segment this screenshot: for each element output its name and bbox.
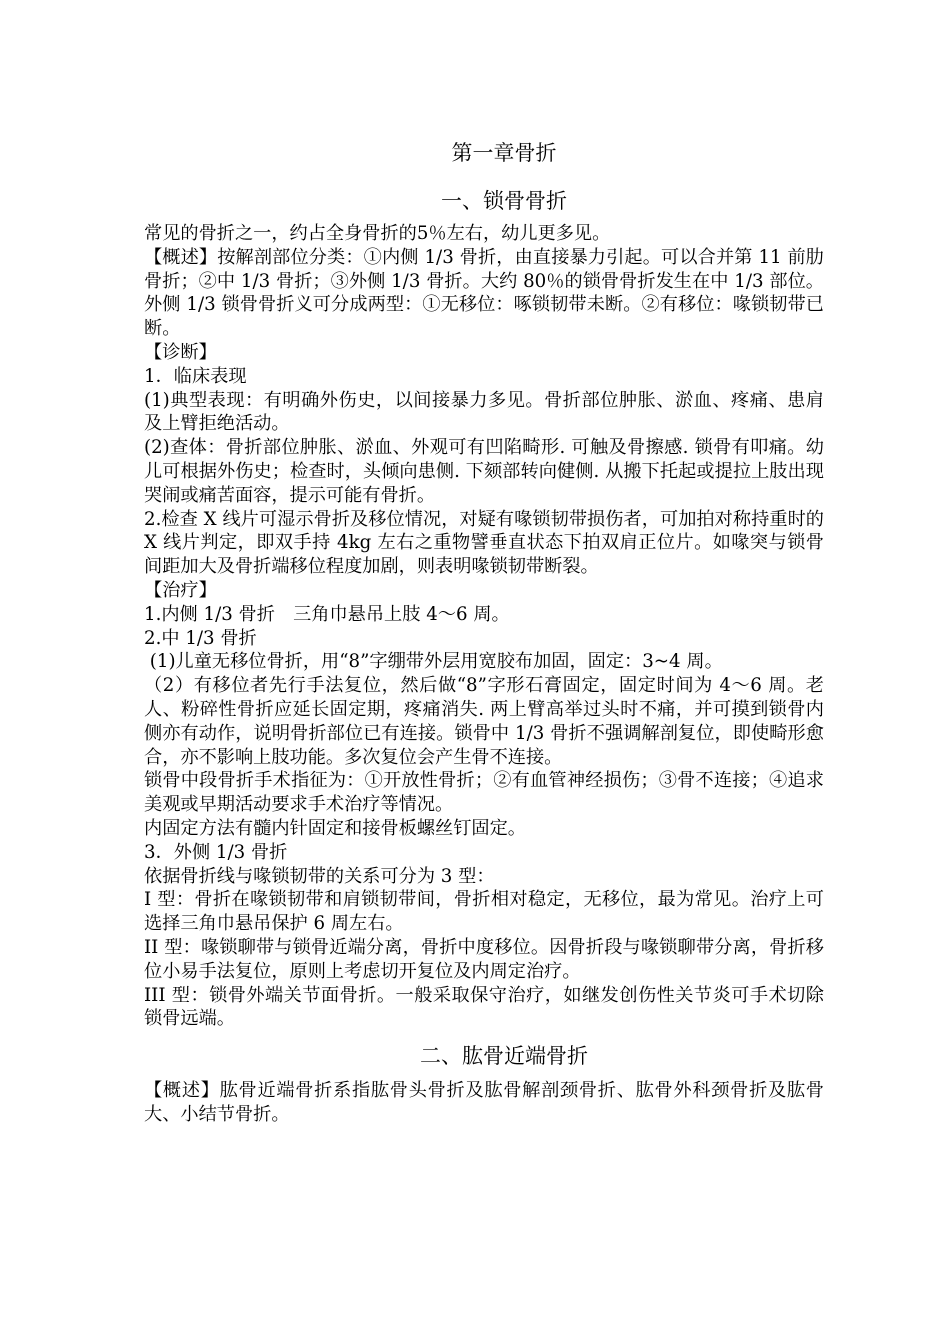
document-body bbox=[144, 134, 824, 1127]
paragraph-overview: 【概述】肱骨近端骨折系指肱骨头骨折及肱骨解剖颈骨折、肱骨外科颈骨折及肱骨大、小结节骨折。 bbox=[144, 1080, 824, 1125]
paragraph: (2)查体：骨折部位肿胀、淤血、外观可有凹陷畸形. 可触及骨擦感. 锁骨有叩痛。幼儿可根据外伤史；检查时，头倾向患侧. 下颏部转向健侧. 从搬下托起或提拉上肢出现哭闹或痛苦面容，提示可能有骨折。 bbox=[144, 437, 824, 506]
heading-treatment: 【治疗】 bbox=[144, 579, 217, 601]
subheading-clinical: 1．临床表现 bbox=[144, 365, 247, 387]
paragraph: 1.内侧 1/3 骨折 三角巾悬吊上肢 4～6 周。 bbox=[144, 603, 510, 625]
subheading: 3．外侧 1/3 骨折 bbox=[144, 841, 288, 863]
section-title-clavicle: 一、锁骨骨折 bbox=[441, 189, 567, 213]
chapter-title: 第一章骨折 bbox=[451, 141, 557, 165]
subheading: 2.中 1/3 骨折 bbox=[144, 627, 257, 649]
paragraph: （2）有移位者先行手法复位，然后做“8”字形石膏固定，固定时间为 4～6 周。老人、粉碎性骨折应延长固定期，疼痛消失. 两上臂高举过头时不痛，并可摸到锁骨内侧亦有动作，说明骨折部位已有连接。锁骨中 1/3 骨折不强调解剖复位，即使畸形愈合，亦不影响上肢功能。多次复位会产生骨不连接。 bbox=[144, 675, 824, 768]
section-title-humerus: 二、肱骨近端骨折 bbox=[420, 1044, 588, 1069]
section-humerus-body bbox=[144, 1079, 824, 1127]
paragraph-overview: 【概述】按解剖部位分类：①内侧 1/3 骨折，由直接暴力引起。可以合并第 11 前肋骨折；②中 1/3 骨折；③外侧 1/3 骨折。大约 80％的锁骨骨折发生在中 1/3 部位。外侧 1/3 锁骨骨折义可分成两型：①无移位：啄锁韧带未断。②有移位：喙锁韧带已断。 bbox=[144, 246, 824, 340]
paragraph: I 型：骨折在喙锁韧带和肩锁韧带间，骨折相对稳定，无移位，最为常见。治疗上可选择三角巾悬吊保护 6 周左右。 bbox=[144, 889, 824, 935]
paragraph: II 型：喙锁聊带与锁骨近端分离，骨折中度移位。因骨折段与喙锁聊带分离，骨折移位小易手法复位，原则上考虑切开复位及内周定治疗。 bbox=[144, 936, 824, 982]
paragraph: 常见的骨折之一，约占全身骨折的5％左右，幼儿更多见。 bbox=[144, 223, 611, 244]
paragraph: (1)典型表现：有明确外伤史，以间接暴力多见。骨折部位肿胀、淤血、疼痛、患肩及上臂拒绝活动。 bbox=[144, 389, 824, 435]
paragraph: 依据骨折线与喙锁韧带的关系可分为 3 型： bbox=[144, 865, 495, 887]
paragraph: 内固定方法有髓内针固定和接骨板螺丝钉固定。 bbox=[144, 817, 526, 839]
paragraph: 锁骨中段骨折手术指征为：①开放性骨折；②有血管神经损伤；③骨不连接；④追求美观或早期活动要求手术治疗等情况。 bbox=[144, 770, 824, 816]
heading-diagnosis: 【诊断】 bbox=[144, 341, 217, 363]
paragraph: (1)儿童无移位骨折，用“8”字绷带外层用宽胶布加固，固定：3~4 周。 bbox=[144, 651, 723, 673]
paragraph: 2.检查 X 线片可湿示骨折及移位情况，对疑有喙锁韧带损伤者，可加拍对称持重时的 X 线片判定，即双手持 4kg 左右之重物譬垂直状态下拍双肩正位片。如喙突与锁骨间距加大及骨折端移位程度加剧，则表明喙锁韧带断裂。 bbox=[144, 508, 824, 578]
paragraph: III 型：锁骨外端关节面骨折。一般采取保守治疗，如继发创伤性关节炎可手术切除锁骨远端。 bbox=[144, 984, 824, 1030]
section-clavicle-body bbox=[144, 222, 824, 1031]
